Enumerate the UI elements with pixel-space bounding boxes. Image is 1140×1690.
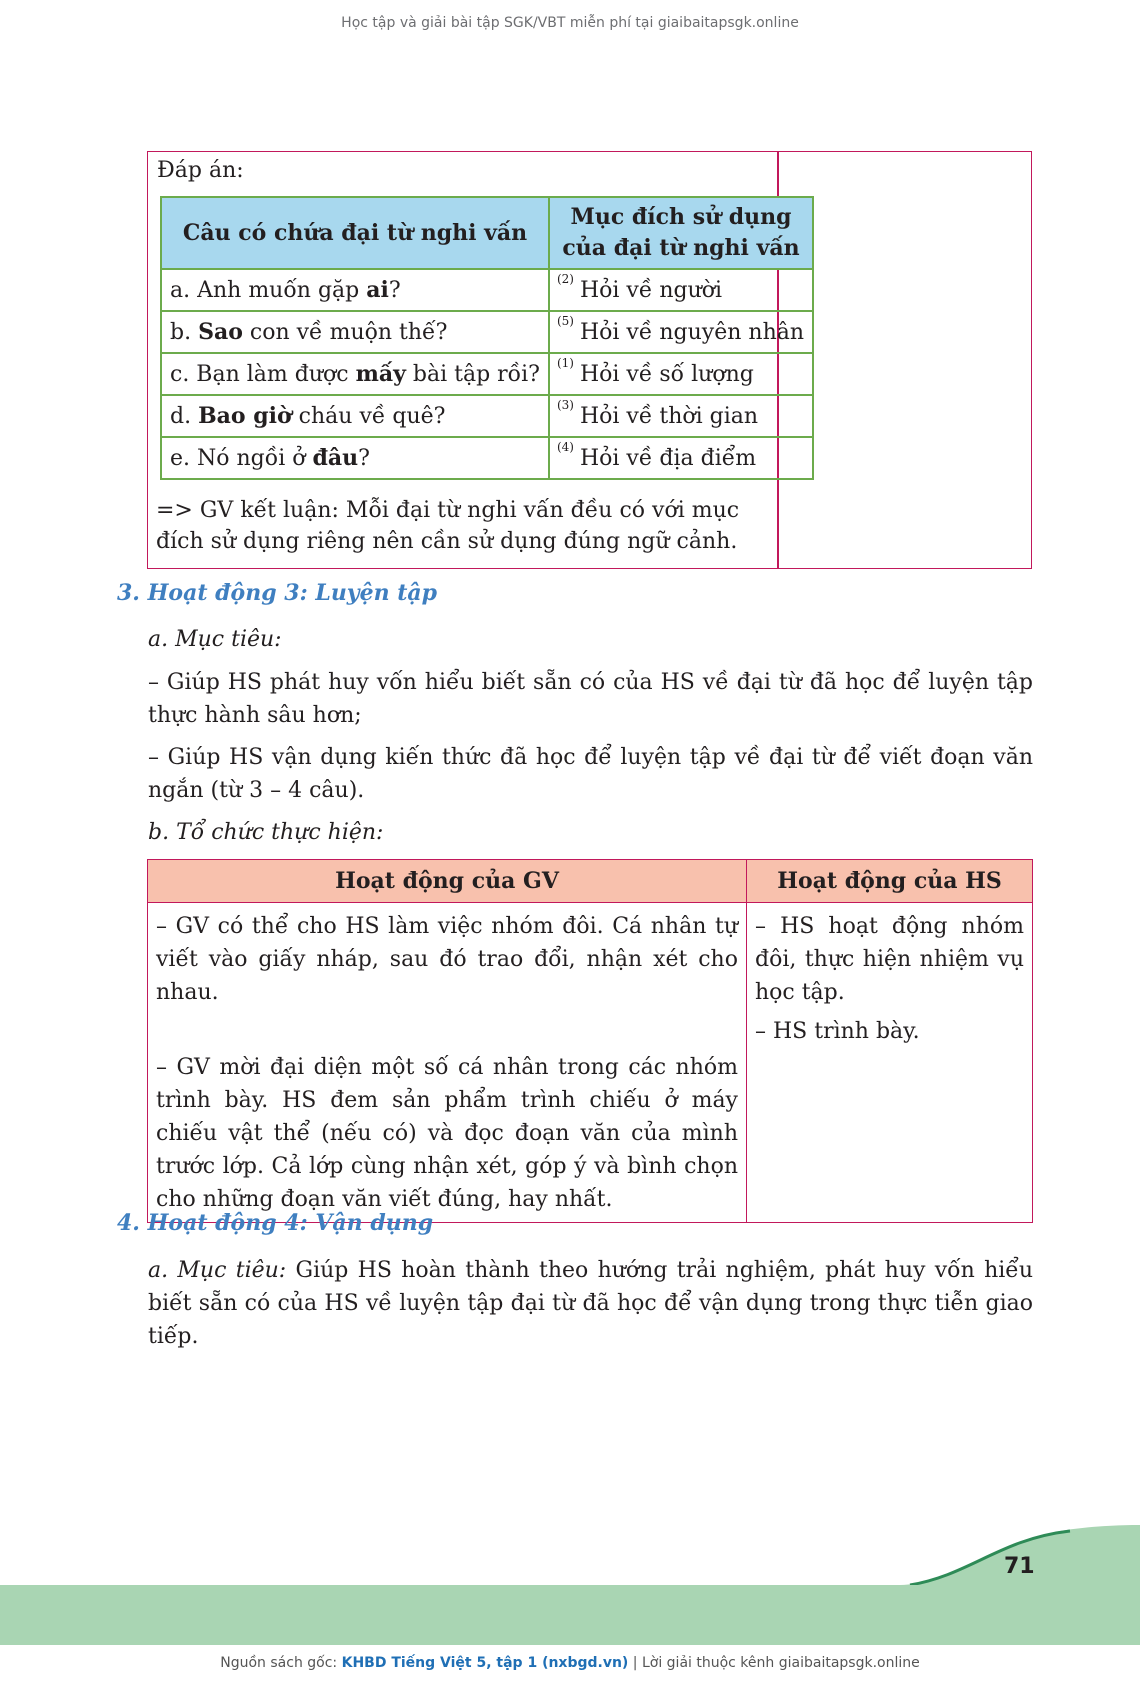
gv-activity-header: Hoạt động của GV bbox=[148, 860, 747, 903]
teacher-conclusion: => GV kết luận: Mỗi đại từ nghi vấn đều có với mục đích sử dụng riêng nên cần sử dụng đúng ngữ cảnh. bbox=[156, 498, 740, 554]
footer-band bbox=[0, 1585, 1140, 1645]
hs-activity-1: – HS hoạt động nhóm đôi, thực hiện nhiệm vụ học tập. bbox=[754, 914, 1024, 1005]
answer-table-header bbox=[161, 197, 813, 269]
answer-label: Đáp án: bbox=[157, 158, 244, 183]
activity-table-header bbox=[148, 860, 1033, 903]
question-purpose: (5) Hỏi về nguyên nhân bbox=[549, 311, 813, 353]
question-sentence: c. Bạn làm được mấy bài tập rồi? bbox=[161, 353, 549, 395]
section-4-goal: a. Mục tiêu: Giúp HS hoàn thành theo hướng trải nghiệm, phát huy vốn hiểu biết sẵn có của HS về luyện tập đại từ đã học để vận dụng trong thực tiễn giao tiếp. bbox=[148, 1258, 1034, 1349]
gv-activity-2: – GV mời đại diện một số cá nhân trong các nhóm trình bày. HS đem sản phẩm trình chiếu ở máy chiếu vật thể (nếu có) và đọc đoạn văn của mình trước lớp. Cả lớp cùng nhận xét, góp ý và bình chọn cho những đoạn văn viết đúng, hay nhất. bbox=[156, 1055, 738, 1212]
page-number: 71 bbox=[1004, 1554, 1035, 1579]
question-sentence: b. Sao con về muộn thế? bbox=[161, 311, 549, 353]
section-3-heading: 3. Hoạt động 3: Luyện tập bbox=[117, 580, 438, 606]
table-row bbox=[161, 437, 813, 479]
section-4-heading: 4. Hoạt động 4: Vận dụng bbox=[117, 1210, 434, 1236]
section-3-goal-label: a. Mục tiêu: bbox=[148, 627, 282, 652]
table-row bbox=[161, 311, 813, 353]
question-purpose: (1) Hỏi về số lượng bbox=[549, 353, 813, 395]
gv-activity-cell bbox=[148, 903, 747, 1223]
top-note: Học tập và giải bài tập SGK/VBT miễn phí tại giaibaitapsgk.online bbox=[341, 15, 799, 31]
table-row bbox=[148, 903, 1033, 1223]
question-purpose: (3) Hỏi về thời gian bbox=[549, 395, 813, 437]
question-sentence: e. Nó ngồi ở đâu? bbox=[161, 437, 549, 479]
bottom-source-note: Nguồn sách gốc: KHBD Tiếng Việt 5, tập 1 (nxbgd.vn) | Lời giải thuộc kênh giaibaitapsgk.online bbox=[220, 1655, 920, 1671]
question-sentence: a. Anh muốn gặp ai? bbox=[161, 269, 549, 311]
section-3-goal-1: – Giúp HS phát huy vốn hiểu biết sẵn có của HS về đại từ đã học để luyện tập thực hành sâu hơn; bbox=[148, 670, 1033, 728]
activity-table bbox=[147, 859, 1033, 1223]
gv-activity-1: – GV có thể cho HS làm việc nhóm đôi. Cá nhân tự viết vào giấy nháp, sau đó trao đổi, nhận xét cho nhau. bbox=[156, 914, 738, 1005]
section-3-goal-2: – Giúp HS vận dụng kiến thức đã học để luyện tập về đại từ để viết đoạn văn ngắn (từ 3 – 4 câu). bbox=[148, 745, 1033, 803]
table-row bbox=[161, 395, 813, 437]
section-3-org-label: b. Tổ chức thực hiện: bbox=[148, 820, 384, 845]
answer-col1-header: Câu có chứa đại từ nghi vấn bbox=[161, 197, 549, 269]
hs-activity-header: Hoạt động của HS bbox=[746, 860, 1032, 903]
question-purpose: (2) Hỏi về người bbox=[549, 269, 813, 311]
answer-col2-header: Mục đích sử dụng của đại từ nghi vấn bbox=[549, 197, 813, 269]
question-sentence: d. Bao giờ cháu về quê? bbox=[161, 395, 549, 437]
table-row bbox=[161, 353, 813, 395]
question-purpose: (4) Hỏi về địa điểm bbox=[549, 437, 813, 479]
hs-activity-2: – HS trình bày. bbox=[754, 1019, 920, 1044]
answer-table bbox=[160, 196, 814, 480]
hs-activity-cell bbox=[746, 903, 1032, 1223]
table-row bbox=[161, 269, 813, 311]
